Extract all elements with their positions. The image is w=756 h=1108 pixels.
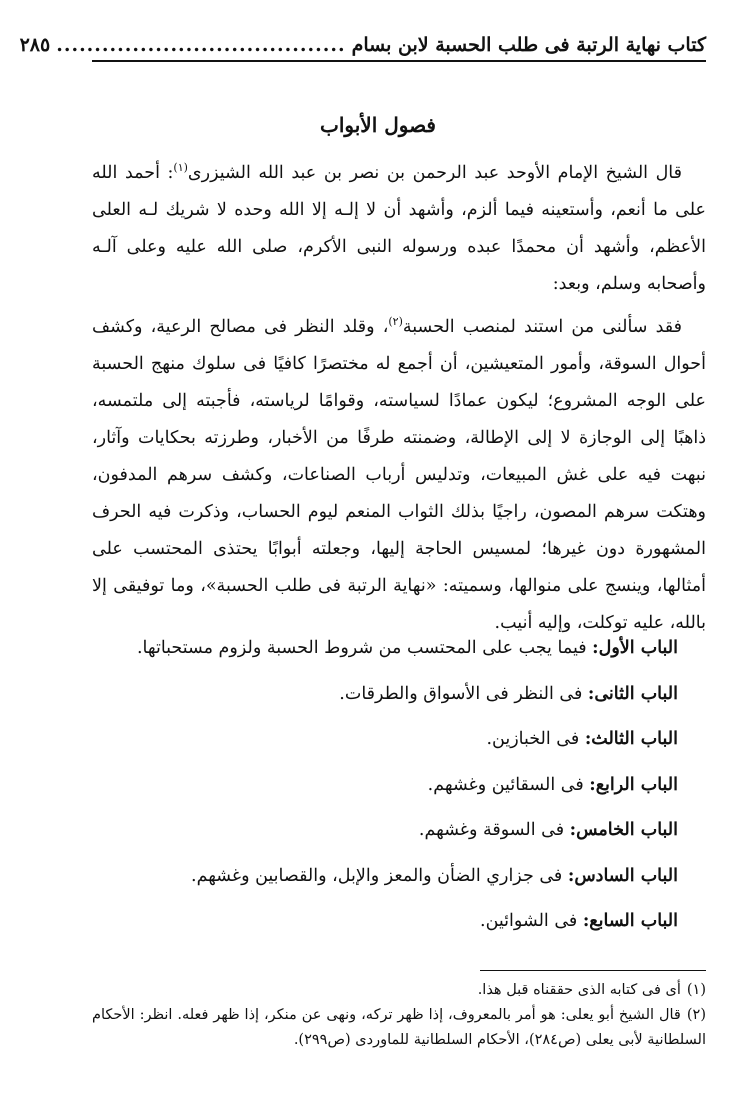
chapter-label: الباب السابع: xyxy=(582,911,678,931)
footnote-mark: (١) xyxy=(686,982,706,998)
chapter-text: فى النظر فى الأسواق والطرقات. xyxy=(339,683,588,704)
footnote-ref-2[interactable]: (٢) xyxy=(388,315,403,328)
chapter-label: الباب السادس: xyxy=(567,865,678,886)
page-number: ٢٨٥ xyxy=(19,34,51,56)
header-leader-dots: ...................................... xyxy=(56,34,346,56)
chapter-item-3 xyxy=(92,721,678,767)
footnote-mark: (٢) xyxy=(686,1007,706,1023)
chapter-item-7 xyxy=(92,903,678,949)
paragraph2-text-end: ، وقلد النظر فى مصالح الرعية، وكشف أحوال السوقة، وأمور المتعيشين، أن أجمع له مختصرًا كافيًا فى سلوك منهج الحسبة على الوجه المشروع؛ ليكون عمادًا لسياسته، وقوامًا لرياسته، فأجبته إلى ملتمسه، ذاهبًا إلى الوجازة لا إلى الإطالة، وضمنته طرفًا من الأخبار، وطرزته بحكايات وآثار، نبهت فيه على غش المبيعات، وتدليس أرباب الصناعات، وكشف سرهم المدفون، وهتكت سرهم المصون، راجيًا بذلك الثواب المنعم ليوم الحساب، وذكرت فيه الحرف المشهورة دون غيرها؛ لمسيس الحاجة إليها، وجعلته أبوابًا يحتذى المحتسب على أمثالها، وينسج على منوالها، وسميته: «نهاية الرتبة فى طلب الحسبة»، وما توفيقى إلا بالله، عليه توكلت، وإليه أنيب. xyxy=(92,316,706,633)
paragraph1-text-start: قال الشيخ الإمام الأوحد عبد الرحمن بن نصر بن عبد الله الشيزرى xyxy=(187,162,683,183)
chapter-text: فيما يجب على المحتسب من شروط الحسبة ولزوم مستحباتها. xyxy=(136,638,593,658)
footnote-ref-1[interactable]: (١) xyxy=(173,161,188,174)
chapter-label: الباب الأول: xyxy=(592,638,678,658)
chapter-text: فى السقائين وغشهم. xyxy=(427,774,590,795)
footnote-1 xyxy=(92,978,706,1003)
chapter-label: الباب الرابع: xyxy=(589,774,678,795)
chapter-item-5 xyxy=(92,812,678,858)
footnote-2 xyxy=(92,1003,706,1053)
chapter-list xyxy=(92,630,678,949)
footnote-separator xyxy=(480,970,706,971)
section-title: فصول الأبواب xyxy=(320,113,436,137)
paragraph1-text-end: : أحمد الله على ما أنعم، وأستعينه فيما ألزم، وأشهد أن لا إلـه إلا الله وحده لا شريك لـه العلى الأعظم، وأشهد أن محمدًا عبده ورسوله النبى الأكرم، صلى الله عليه وعلى آلـه وأصحابه وسلم، وبعد: xyxy=(92,162,706,294)
chapter-text: فى السوقة وغشهم. xyxy=(418,820,570,840)
paragraph2-text-start: فقد سألنى من استند لمنصب الحسبة xyxy=(402,316,682,337)
chapter-label: الباب الثانى: xyxy=(587,683,678,704)
chapter-text: فى الخبازين. xyxy=(486,729,585,749)
footnote-text: أى فى كتابه الذى حققناه قبل هذا. xyxy=(477,982,681,998)
chapter-item-2 xyxy=(92,676,678,722)
running-header xyxy=(19,28,706,62)
chapter-item-6 xyxy=(92,858,678,904)
chapter-label: الباب الثالث: xyxy=(584,729,678,749)
book-title: كتاب نهاية الرتبة فى طلب الحسبة لابن بسام xyxy=(351,34,706,56)
chapter-label: الباب الخامس: xyxy=(569,820,678,840)
chapter-text: فى الشوائين. xyxy=(480,911,583,931)
chapter-item-4 xyxy=(92,767,678,813)
opening-paragraph xyxy=(92,149,706,303)
chapter-item-1 xyxy=(92,630,678,676)
footnotes xyxy=(92,978,706,1053)
intro-paragraph xyxy=(92,303,706,642)
footnote-text: قال الشيخ أبو يعلى: هو أمر بالمعروف، إذا ظهر تركه، ونهى عن منكر، إذا ظهر فعله. انظر: الأحكام السلطانية لأبى يعلى (ص٢٨٤)، الأحكام السلطانية للماوردى (ص٢٩٩). xyxy=(92,1007,706,1048)
chapter-text: فى جزاري الضأن والمعز والإبل، والقصابين وغشهم. xyxy=(191,865,568,886)
